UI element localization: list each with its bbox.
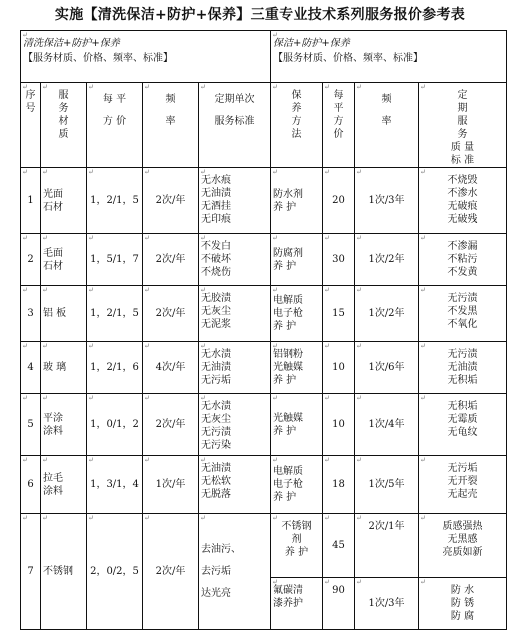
row-standard-line: ↵ 去油污、 bbox=[201, 543, 241, 555]
row-method-line: ↵ 防水剂 bbox=[273, 188, 303, 200]
row-freq bbox=[143, 234, 199, 286]
row-no bbox=[21, 342, 41, 394]
row-quality bbox=[419, 234, 507, 286]
row-freq bbox=[143, 286, 199, 342]
row-freq2-line: ↵ 1次/6年 bbox=[368, 362, 405, 373]
row-method-line: 养 护 bbox=[273, 201, 297, 213]
row-standard bbox=[199, 286, 271, 342]
row-freq2 bbox=[355, 342, 419, 394]
row-material bbox=[41, 456, 87, 514]
header-no bbox=[21, 83, 41, 168]
row-quality-line: ↵ 防 水 bbox=[450, 585, 475, 596]
row-standard-line: 去污垢 bbox=[201, 565, 231, 577]
row-price2 bbox=[323, 456, 355, 514]
row-quality bbox=[419, 578, 507, 630]
row-freq-line: ↵ 2次/年 bbox=[155, 254, 186, 265]
row-freq bbox=[143, 456, 199, 514]
row-standard-line: ↵ 无水渍 bbox=[201, 401, 231, 412]
row-quality-line: 无破残 bbox=[447, 214, 478, 225]
row-price-line: ↵ 1，0/1，2 bbox=[90, 419, 139, 430]
row-freq2 bbox=[355, 234, 419, 286]
row-standard-line: 无印痕 bbox=[201, 214, 231, 225]
header-method-line: 方 bbox=[291, 116, 302, 127]
row-quality-line: ↵ 不烧毁 bbox=[447, 175, 478, 186]
row-quality-line: 不渗水 bbox=[447, 188, 478, 199]
row-no bbox=[21, 514, 41, 630]
row-material-line: ↵ 玻 璃 bbox=[43, 362, 67, 373]
row-price2 bbox=[323, 234, 355, 286]
row-price2 bbox=[323, 578, 355, 630]
row-quality bbox=[419, 456, 507, 514]
header-standard bbox=[199, 83, 271, 168]
row-no-line: ↵ 7 bbox=[27, 566, 34, 577]
row-quality-line: ↵ 不渗漏 bbox=[447, 241, 478, 252]
row-standard bbox=[199, 342, 271, 394]
row-price2-line: ↵ 15 bbox=[332, 308, 345, 319]
row-material bbox=[41, 394, 87, 456]
row-standard-line: 不烧伤 bbox=[201, 267, 231, 278]
row-method-line: 电子枪 bbox=[273, 479, 303, 490]
row-material-line: ↵ 拉毛 bbox=[43, 472, 63, 484]
header-no-line: 号 bbox=[25, 103, 36, 114]
row-method bbox=[271, 394, 323, 456]
row-price-line: ↵ 1，2/1，6 bbox=[90, 362, 139, 373]
header-material-line: 质 bbox=[58, 129, 69, 140]
header-material-line: 材 bbox=[58, 116, 69, 127]
row-method-line: ↵ 铝钢粉 bbox=[273, 349, 303, 360]
row-method bbox=[271, 286, 323, 342]
row-price bbox=[87, 168, 143, 234]
row-method-line: 漆养护 bbox=[273, 598, 303, 609]
row-no-line: ↵ 4 bbox=[27, 362, 34, 373]
header-price2-line: 价 bbox=[333, 129, 344, 140]
row-standard-line: 无污渍 bbox=[201, 427, 231, 438]
row-quality bbox=[419, 286, 507, 342]
row-freq2-line: ↵ 1次/4年 bbox=[368, 419, 405, 430]
row-price2-line: ↵ 30 bbox=[332, 254, 345, 265]
row-price2-line: ↵ 90 bbox=[332, 585, 345, 596]
header-freq2 bbox=[355, 83, 419, 168]
header-quality-line: 务 bbox=[457, 129, 468, 140]
row-price2-line: ↵ 20 bbox=[332, 195, 345, 206]
left-section-header bbox=[21, 31, 271, 83]
row-price-line: ↵ 1，3/1，4 bbox=[90, 479, 139, 490]
row-freq bbox=[143, 168, 199, 234]
row-quality-line: 不氧化 bbox=[447, 319, 478, 330]
header-price2-line: ↵ 每 bbox=[333, 90, 344, 101]
row-standard-line: 无油渍 bbox=[201, 188, 231, 199]
header-no-line: ↵ 序 bbox=[25, 90, 36, 101]
row-freq2 bbox=[355, 456, 419, 514]
header-freq bbox=[143, 83, 199, 168]
row-freq bbox=[143, 342, 199, 394]
row-freq2-line: ↵ 1次/2年 bbox=[368, 254, 405, 265]
row-quality-line: ↵ 无污渍 bbox=[447, 293, 478, 304]
row-standard-line: 无酒挂 bbox=[201, 201, 231, 212]
row-no bbox=[21, 394, 41, 456]
header-quality bbox=[419, 83, 507, 168]
row-standard bbox=[199, 456, 271, 514]
header-freq-line: ↵ 频 bbox=[165, 94, 176, 105]
table-row bbox=[21, 394, 507, 456]
table-row bbox=[21, 168, 507, 234]
row-method-line: 养 护 bbox=[273, 375, 297, 386]
header-price bbox=[87, 83, 143, 168]
header-freq2-line: ↵ 频 bbox=[381, 94, 392, 105]
row-standard bbox=[199, 514, 271, 630]
header-price2 bbox=[323, 83, 355, 168]
row-freq2-line: ↵ 1次/3年 bbox=[368, 195, 405, 206]
row-quality-line: 无龟纹 bbox=[447, 427, 478, 438]
row-freq2-line: ↵ 1次/2年 bbox=[368, 308, 405, 319]
row-price-line: ↵ 1，2/1，5 bbox=[90, 195, 139, 206]
row-no bbox=[21, 456, 41, 514]
row-material-line: 涂料 bbox=[43, 485, 63, 497]
row-material-line: ↵ 平涂 bbox=[43, 412, 63, 424]
row-freq bbox=[143, 514, 199, 630]
row-quality-line: 无霉质 bbox=[447, 414, 478, 425]
row-freq-line: ↵ 2次/年 bbox=[155, 419, 186, 430]
row-price-line: ↵ 1，5/1，7 bbox=[90, 254, 139, 265]
row-price2-line: ↵ 45 bbox=[332, 540, 345, 551]
table-row bbox=[21, 286, 507, 342]
table-row bbox=[21, 456, 507, 514]
row-quality bbox=[419, 168, 507, 234]
row-method-line: 养 护 bbox=[273, 260, 297, 272]
row-quality-line: 无黑感 bbox=[447, 534, 478, 545]
row-material-line: ↵ 铝 板 bbox=[43, 308, 67, 319]
header-standard-line: 服务标准 bbox=[214, 116, 255, 127]
header-quality-line: 质 量 bbox=[450, 142, 475, 153]
header-price2-line: 平 bbox=[333, 103, 344, 114]
row-method-line: 光触媒 bbox=[273, 362, 303, 373]
row-method bbox=[271, 456, 323, 514]
row-method-line: ↵ 防腐剂 bbox=[273, 247, 303, 259]
header-quality-line: 服 bbox=[457, 116, 468, 127]
header-price-line: 方 价 bbox=[102, 116, 127, 127]
row-material-line: 石材 bbox=[43, 201, 63, 213]
row-method-line: ↵ 光触媒 bbox=[273, 412, 303, 424]
row-price2 bbox=[323, 514, 355, 578]
row-quality-line: 不发黄 bbox=[447, 267, 478, 278]
row-quality-line: 无油渍 bbox=[447, 362, 478, 373]
row-freq-line: ↵ 2次/年 bbox=[155, 195, 186, 206]
row-no bbox=[21, 168, 41, 234]
row-price2-line: ↵ 10 bbox=[332, 362, 345, 373]
row-price2 bbox=[323, 168, 355, 234]
row-quality-line: 防 腐 bbox=[450, 611, 475, 622]
row-standard bbox=[199, 394, 271, 456]
row-material-line: ↵ 不锈钢 bbox=[43, 566, 73, 577]
row-no bbox=[21, 234, 41, 286]
row-price bbox=[87, 234, 143, 286]
row-freq-line: ↵ 2次/年 bbox=[155, 308, 186, 319]
row-method bbox=[271, 514, 323, 578]
row-standard-line: 不破坏 bbox=[201, 254, 231, 265]
header-quality-line: 期 bbox=[457, 103, 468, 114]
row-freq bbox=[143, 394, 199, 456]
row-material bbox=[41, 342, 87, 394]
row-method-line: ↵ 不锈钢 bbox=[281, 521, 312, 532]
row-standard-line: 无污垢 bbox=[201, 375, 231, 386]
row-standard-line: 无松软 bbox=[201, 476, 231, 487]
left-section-subtitle: 【服务材质、价格、频率、标准】 bbox=[23, 53, 173, 64]
row-no-line: ↵ 2 bbox=[27, 254, 34, 265]
row-standard-line: 无油渍 bbox=[201, 362, 231, 373]
header-price-line: ↵ 每 平 bbox=[102, 94, 127, 105]
row-price-line: ↵ 2，0/2，5 bbox=[90, 566, 139, 577]
row-quality-line: 不粘污 bbox=[447, 254, 478, 265]
row-method-line: ↵ 电解质 bbox=[273, 295, 303, 306]
row-price bbox=[87, 342, 143, 394]
row-price2-line: ↵ 10 bbox=[332, 419, 345, 430]
row-method-line: 养 护 bbox=[273, 425, 297, 437]
header-method-line: 养 bbox=[291, 103, 302, 114]
row-price bbox=[87, 286, 143, 342]
header-material-line: 务 bbox=[58, 103, 69, 114]
row-material bbox=[41, 514, 87, 630]
table-row bbox=[21, 514, 507, 578]
row-quality-line: 无积垢 bbox=[447, 375, 478, 386]
row-quality-line: 亮质如新 bbox=[442, 547, 483, 558]
row-material-line: ↵ 毛面 bbox=[43, 247, 63, 259]
header-material bbox=[41, 83, 87, 168]
page-title: 实施【清洗保洁+防护+保养】三重专业技术系列服务报价参考表 bbox=[54, 7, 466, 23]
row-standard-line: ↵ 无胶渍 bbox=[201, 293, 231, 304]
row-method-line: ↵ 电解质 bbox=[273, 466, 303, 477]
row-quality bbox=[419, 514, 507, 578]
table-row bbox=[21, 234, 507, 286]
row-no bbox=[21, 286, 41, 342]
row-standard-line: 无污染 bbox=[201, 440, 231, 451]
row-standard-line: ↵ 无水痕 bbox=[201, 175, 231, 186]
header-method bbox=[271, 83, 323, 168]
row-price-line: ↵ 1，2/1，5 bbox=[90, 308, 139, 319]
header-standard-line: ↵ 定期单次 bbox=[214, 94, 255, 105]
row-freq2 bbox=[355, 578, 419, 630]
row-freq-line: ↵ 2次/年 bbox=[155, 566, 186, 577]
row-method-line: 养 护 bbox=[273, 321, 297, 332]
row-material-line: ↵ 光面 bbox=[43, 188, 63, 200]
row-method-line: 养 护 bbox=[273, 492, 297, 503]
row-freq-line: ↵ 4次/年 bbox=[155, 362, 186, 373]
row-quality-line: 无开裂 bbox=[447, 476, 478, 487]
row-material bbox=[41, 286, 87, 342]
header-method-line: ↵ 保 bbox=[291, 90, 302, 101]
row-quality-line: ↵ 无污垢 bbox=[447, 463, 478, 474]
row-freq2 bbox=[355, 514, 419, 578]
header-freq2-line: 率 bbox=[381, 116, 392, 127]
row-freq2-line: ↵ 1次/3年 bbox=[368, 598, 405, 609]
row-freq2 bbox=[355, 394, 419, 456]
row-method-line: 电子枪 bbox=[273, 308, 303, 319]
row-standard-line: 无灰尘 bbox=[201, 414, 231, 425]
header-freq-line: 率 bbox=[165, 116, 176, 127]
row-quality-line: 无起壳 bbox=[447, 489, 478, 500]
row-freq2-line: ↵ 2次/1年 bbox=[368, 521, 405, 532]
header-price2-line: 方 bbox=[333, 116, 344, 127]
row-quality bbox=[419, 394, 507, 456]
row-freq-line: ↵ 1次/年 bbox=[155, 479, 186, 490]
price-table bbox=[20, 30, 507, 630]
row-freq2-line: ↵ 1次/5年 bbox=[368, 479, 405, 490]
row-price bbox=[87, 514, 143, 630]
row-quality-line: 无破痕 bbox=[447, 201, 478, 212]
right-section-header bbox=[271, 31, 507, 83]
row-quality-line: ↵ 无污渍 bbox=[447, 349, 478, 360]
table-row bbox=[21, 342, 507, 394]
row-no-line: ↵ 5 bbox=[27, 419, 34, 430]
row-quality-line: ↵ 无积垢 bbox=[447, 401, 478, 412]
right-section-title: ↵ 保洁+防护+保养 bbox=[273, 38, 350, 49]
row-method bbox=[271, 578, 323, 630]
row-material-line: 涂料 bbox=[43, 425, 63, 437]
row-price2 bbox=[323, 342, 355, 394]
row-standard-line: ↵ 无水渍 bbox=[201, 349, 231, 360]
row-standard-line: 无灰尘 bbox=[201, 306, 231, 317]
row-no-line: ↵ 1 bbox=[27, 195, 34, 206]
header-material-line: ↵ 服 bbox=[58, 90, 69, 101]
row-method-line: ↵ 氟碳清 bbox=[273, 585, 303, 596]
row-price2-line: ↵ 18 bbox=[332, 479, 345, 490]
row-standard bbox=[199, 168, 271, 234]
row-standard-line: ↵ 不发白 bbox=[201, 241, 231, 252]
row-standard-line: 达光亮 bbox=[201, 587, 231, 599]
header-quality-line: 标 准 bbox=[450, 155, 475, 166]
row-price2 bbox=[323, 394, 355, 456]
row-price bbox=[87, 394, 143, 456]
row-quality-line: ↵ 质感强热 bbox=[442, 521, 483, 532]
row-material bbox=[41, 234, 87, 286]
header-quality-line: ↵ 定 bbox=[457, 90, 468, 101]
row-price2 bbox=[323, 286, 355, 342]
row-no-line: ↵ 6 bbox=[27, 479, 34, 490]
left-section-title: ↵ 清洗保洁+防护+保养 bbox=[23, 38, 120, 49]
row-no-line: ↵ 3 bbox=[27, 308, 34, 319]
row-standard-line: 无脱落 bbox=[201, 489, 231, 500]
row-freq2 bbox=[355, 168, 419, 234]
row-material bbox=[41, 168, 87, 234]
header-method-line: 法 bbox=[291, 129, 302, 140]
row-method bbox=[271, 168, 323, 234]
row-price bbox=[87, 456, 143, 514]
row-freq2 bbox=[355, 286, 419, 342]
row-standard bbox=[199, 234, 271, 286]
right-section-subtitle: 【服务材质、价格、频率、标准】 bbox=[273, 53, 423, 64]
row-method bbox=[271, 342, 323, 394]
row-method bbox=[271, 234, 323, 286]
row-quality bbox=[419, 342, 507, 394]
row-quality-line: 防 锈 bbox=[450, 598, 475, 609]
row-material-line: 石材 bbox=[43, 260, 63, 272]
row-method-line: 养 护 bbox=[284, 547, 309, 558]
row-standard-line: ↵ 无油渍 bbox=[201, 463, 231, 474]
row-standard-line: 无泥浆 bbox=[201, 319, 231, 330]
row-method-line: 剂 bbox=[291, 534, 302, 545]
row-quality-line: 不发黑 bbox=[447, 306, 478, 317]
